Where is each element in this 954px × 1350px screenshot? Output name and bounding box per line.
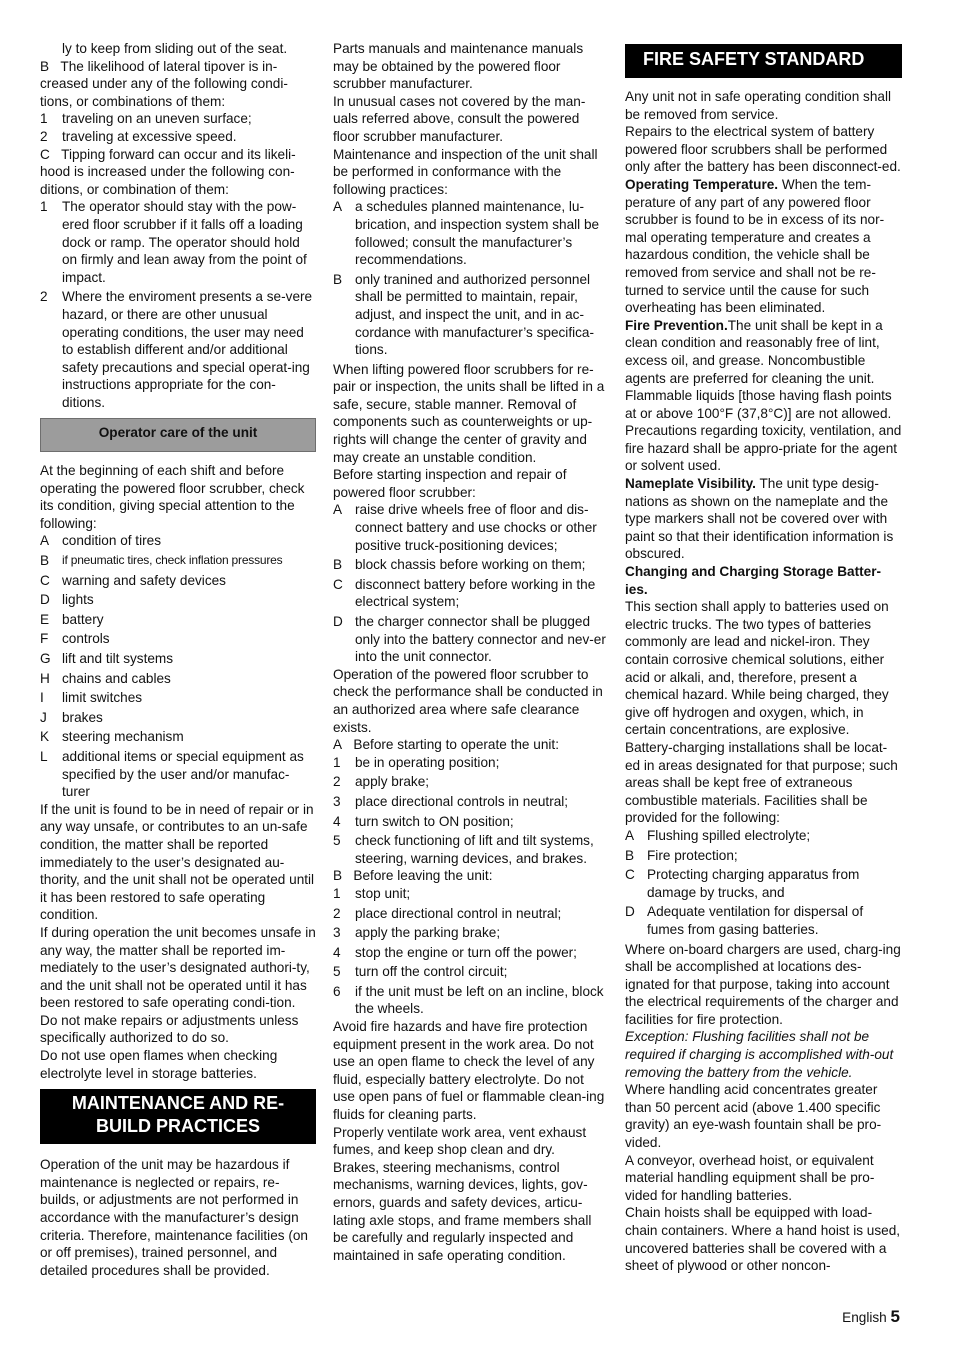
list-marker: I (40, 690, 44, 706)
list-text: Before starting to operate the unit: (353, 737, 559, 753)
paragraph: Chain hoists shall be equipped with load-chain containers. Where a hand hoist is used, uncovered batteries shall be covered with a sheet of plywood or other noncon- (625, 1205, 901, 1274)
list-marker: 4 (333, 813, 341, 829)
list-item (333, 924, 607, 942)
list-marker: E (40, 611, 50, 627)
list-marker: 1 (333, 754, 341, 770)
list-marker: B (625, 847, 635, 863)
list-item (333, 576, 607, 611)
list-item (40, 128, 316, 146)
paragraph: If during operation the unit becomes unsafe in any way, the matter shall be reported im-mediately to the user’s designated authori-ty, and the unit shall not be operated until it has been restored to safe operating condi-tion. (40, 924, 316, 1011)
list-item (40, 532, 316, 550)
paragraph: This section shall apply to batteries used on electric trucks. The two types of batteries commonly are lead and nickel-iron. They contain corrosive chemical solutions, either acid or alkali, and, therefore, present a chemical hazard. While being charged, they give off hydrogen and oxygen, which, in certain concentrations, are explosive. (625, 599, 889, 738)
list-text: if the unit must be left on an incline, block the wheels. (355, 983, 604, 1017)
list-text: controls (62, 631, 110, 647)
heading-line: BUILD PRACTICES (95, 1116, 260, 1137)
list-marker: 1 (40, 111, 48, 127)
list-item (333, 613, 607, 666)
list-marker: 1 (333, 885, 341, 901)
list-item (40, 670, 316, 688)
list-item (40, 630, 316, 648)
paragraph: Brakes, steering mechanisms, control mechanisms, warning devices, lights, gov-ernors, guards and safety devices, articu-lating axle stops, and frame members shall be carefully and regularly inspected and maintained in safe operating condition. (333, 1159, 592, 1263)
list-item (40, 288, 316, 411)
list-marker: 2 (40, 128, 48, 144)
list-text: raise drive wheels free of floor and dis-connect battery and use chocks or other positive truck-positioning devices; (355, 502, 597, 553)
list-item (333, 905, 607, 923)
paragraph: Properly ventilate work area, vent exhaust fumes, and keep shop clean and dry. (333, 1124, 587, 1158)
column-2 (333, 40, 607, 1264)
column-1 (40, 40, 316, 1279)
paragraph: Where handling acid concentrates greater than 50 percent acid (above 1.400 specific gravity) an eye-wash fountain shall be pro-vided. (625, 1082, 882, 1151)
subheading-operator-care: Operator care of the unit (40, 418, 316, 452)
list-marker: B (40, 553, 50, 569)
list-item (40, 572, 316, 590)
list-item (40, 110, 316, 128)
list-marker: A (40, 533, 50, 549)
list-text: brakes (62, 709, 103, 725)
list-item (625, 847, 902, 865)
list-marker: 1 (40, 199, 48, 215)
list-item (333, 793, 607, 811)
list-text: battery (62, 611, 104, 627)
list-marker: 3 (333, 793, 341, 809)
list-item (40, 552, 316, 570)
list-text: Adequate ventilation for dispersal of fumes from gasing batteries. (647, 904, 864, 937)
list-item (40, 611, 316, 629)
list-item (625, 827, 902, 845)
list-text: Tipping forward can occur and its likeli-hood is increased under the following con-ditions, or combination of them: (40, 146, 296, 197)
paragraph: Parts manuals and maintenance manuals may be obtained by the powered floor scrubber manufacturer. (333, 41, 584, 92)
list-marker: 6 (333, 983, 341, 999)
list-text: apply brake; (355, 774, 430, 790)
paragraph (625, 475, 902, 563)
list-text: steering mechanism (62, 729, 184, 745)
list-item (333, 754, 607, 772)
list-item (333, 813, 607, 831)
list-marker: 4 (333, 944, 341, 960)
list-marker: L (40, 748, 48, 764)
list-text: Protecting charging apparatus from damage by trucks, and (647, 867, 860, 900)
paragraph-text: The unit type desig-nations as shown on the nameplate and the type markers shall not be covered over with paint so that their identification information is obscured. (625, 476, 894, 562)
list-text: check functioning of lift and tilt systems, steering, warning devices, and brakes. (355, 833, 594, 866)
list-item (333, 832, 607, 867)
paragraph (40, 146, 316, 199)
list-text: The likelihood of lateral tipover is in-creased under any of the following condi-tions, or combinations of them: (40, 58, 288, 109)
page-number: 5 (890, 1307, 900, 1326)
list-text: turn off the control circuit; (355, 964, 508, 980)
list-marker: 5 (333, 964, 341, 980)
paragraph: Repairs to the electrical system of battery powered floor scrubbers shall be performed only after the battery has been disconnect-ed. (625, 124, 901, 175)
page-footer (842, 1307, 900, 1327)
paragraph (625, 176, 902, 317)
list-text: Flushing spilled electrolyte; (647, 827, 811, 843)
list-text: Where the enviroment presents a se-vere hazard, or there are other unusual operating conditions, the user may need to establish different and/or additional safety precautions and special operat-ing instructions appropriate for the con-ditions. (62, 289, 313, 410)
list-marker: B (333, 271, 343, 287)
paragraph: In unusual cases not covered by the man-uals referred above, consult the powered floor scrubber manufacturer. (333, 93, 586, 144)
list-item (333, 773, 607, 791)
run-in-heading: Fire Prevention. (625, 317, 728, 333)
list-marker: 3 (333, 925, 341, 941)
list-text: The operator should stay with the pow-ered floor scrubber if it falls off a loading dock or ramp. The operator should hold on firmly and lean away from the point of impact. (62, 199, 307, 285)
paragraph: Any unit not in safe operating condition shall be removed from service. (625, 89, 892, 122)
list-marker: B (333, 868, 343, 884)
list-item (333, 198, 607, 268)
list-marker: D (333, 614, 343, 629)
paragraph: ly to keep from sliding out of the seat. (62, 41, 288, 56)
list-item (40, 728, 316, 746)
list-text: block chassis before working on them; (355, 557, 586, 573)
list-marker: C (625, 867, 635, 883)
list-text: disconnect battery before working in the electrical system; (355, 576, 596, 610)
list-text: condition of tires (62, 533, 161, 549)
paragraph (333, 867, 607, 885)
list-item (333, 271, 607, 359)
list-marker: B (333, 557, 343, 573)
list-text: place directional control in neutral; (355, 905, 562, 921)
paragraph-text: When the tem-perature of any part of any powered floor scrubber is found to be in excess of its nor-mal operating temperature and creates a hazardous condition, the vehicle shall be removed from service and shall not be re-turned to service until the cause for such overheating has been eliminated. (625, 176, 885, 316)
list-text: warning and safety devices (62, 572, 226, 588)
list-marker: A (333, 199, 343, 215)
paragraph: Do not make repairs or adjustments unless specifically authorized to do so. (40, 1012, 299, 1046)
paragraph: Before starting inspection and repair of powered floor scrubber: (333, 467, 567, 500)
list-text: additional items or special equipment as specified by the user and/or manufac-turer (62, 748, 304, 800)
list-item (625, 903, 902, 938)
list-marker: 5 (333, 833, 341, 849)
list-marker: C (333, 576, 343, 592)
list-marker: H (40, 670, 50, 686)
list-text: Before leaving the unit: (353, 868, 493, 884)
list-item (40, 198, 316, 286)
list-text: apply the parking brake; (355, 925, 501, 941)
list-text: a schedules planned maintenance, lu-brication, and inspection system shall be followed; consult the manufacturer’s recommendations. (355, 199, 600, 268)
list-item (333, 501, 607, 554)
paragraph: Operation of the unit may be hazardous if maintenance is neglected or repairs, re-builds, or adjustments are not performed in accordance with the manufacturer’s design criteria. Therefore, maintenance facilities (on or off premises), trained personnel, and detailed procedures shall be provided. (40, 1157, 308, 1278)
list-text: only tranined and authorized personnel shall be permitted to maintain, repair, adjust, and inspect the unit, and in ac-cordance with manufacturer’s specifica-tions. (355, 271, 595, 358)
list-item (40, 591, 316, 609)
list-text: if pneumatic tires, check inflation pressures (62, 553, 283, 568)
list-text: stop the engine or turn off the power; (355, 944, 577, 960)
list-text: traveling on an uneven surface; (62, 111, 252, 127)
list-item (625, 866, 902, 901)
run-in-heading: Operating Temperature. (625, 176, 779, 192)
list-text: chains and cables (62, 670, 171, 686)
list-item (40, 689, 316, 707)
heading-line: MAINTENANCE AND RE- (71, 1093, 285, 1114)
paragraph: Where on-board chargers are used, charg-ing shall be accomplished at locations des-ignated for that purpose, taking into account the electrical requirements of the charger and facilities for fire protection. (625, 941, 901, 1027)
section-heading-fire-safety: FIRE SAFETY STANDARD (625, 44, 902, 78)
list-marker: 2 (333, 774, 341, 790)
list-marker: A (333, 737, 343, 753)
list-text: turn switch to ON position; (355, 813, 514, 829)
list-item (333, 983, 607, 1018)
list-item (333, 556, 607, 574)
list-marker: A (333, 502, 343, 518)
list-text: the charger connector shall be plugged only into the battery connector and nev-er into the unit connector. (355, 614, 606, 665)
list-marker: F (40, 631, 49, 647)
list-item (333, 944, 607, 962)
list-text: limit switches (62, 690, 143, 706)
paragraph: A conveyor, overhead hoist, or equivalent material handling equipment shall be pro-vided for handling batteries. (625, 1152, 875, 1203)
list-item (333, 885, 607, 903)
paragraph (625, 317, 902, 475)
list-marker: B (40, 58, 50, 74)
section-heading-maintenance (40, 1089, 316, 1144)
paragraph-exception: Exception: Flushing facilities shall not be required if charging is accomplished with-out removing the battery from the vehicle. (625, 1029, 894, 1080)
paragraph-heading: Changing and Charging Storage Batter-ies. (625, 564, 882, 597)
list-marker: C (40, 572, 50, 588)
paragraph: Do not use open flames when checking electrolyte level in storage batteries. (40, 1048, 278, 1081)
list-marker: 2 (333, 905, 341, 921)
list-marker: D (40, 592, 50, 608)
list-text: traveling at excessive speed. (62, 128, 237, 144)
list-marker: C (40, 146, 50, 162)
paragraph: At the beginning of each shift and before operating the powered floor scrubber, check its condition, giving special attention to the following: (40, 463, 305, 531)
paragraph (40, 58, 316, 111)
footer-language: English (842, 1310, 887, 1325)
list-marker: A (625, 827, 635, 843)
paragraph: When lifting powered floor scrubbers for re-pair or inspection, the units shall be lifted in a safe, secure, stable manner. Removal of components such as counterweights or up-rights will change the center of gravity and may create an unstable condition. (333, 361, 605, 465)
paragraph (333, 736, 607, 754)
list-item (40, 748, 316, 801)
list-text: lift and tilt systems (62, 651, 174, 666)
list-marker: J (40, 709, 47, 725)
paragraph-text: The unit shall be kept in a clean condition and reasonably free of lint, excess oil, and grease. Noncombustible agents are preferred for cleaning the unit. Flammable liquids [those having flash points at or above 100°F (37,8°C)] are not allowed. Precautions regarding toxicity, ventilation, and fire hazard shall be appro-priate for the agent or solvent used. (625, 317, 902, 474)
list-item (333, 963, 607, 981)
list-item (40, 709, 316, 727)
list-marker: G (40, 651, 51, 666)
paragraph: If the unit is found to be in need of repair or in any way unsafe, or contributes to an un-safe condition, the matter shall be reported immediately to the user’s designated au-thority, and the unit shall not be operated until it has been restored to safe operating condition. (40, 801, 315, 923)
list-text: Fire protection; (647, 847, 738, 863)
paragraph: Avoid fire hazards and have fire protection equipment present in the work area. Do not use an open flame to check the level of any fluid, especially battery electrolyte. Do not use open pans of fuel or flammable clean-ing fluids for cleaning parts. (333, 1019, 605, 1123)
paragraph: Operation of the powered floor scrubber to check the performance shall be conducted in an authorized area where safe clearance exists. (333, 666, 603, 735)
list-text: be in operating position; (355, 754, 500, 770)
list-marker: K (40, 729, 50, 745)
column-3 (625, 40, 902, 1275)
paragraph: Battery-charging installations shall be locat-ed in areas designated for that purpose; such areas shall be kept free of extraneous combustible materials. Facilities shall be provided for the following: (625, 739, 898, 826)
run-in-heading: Nameplate Visibility. (625, 476, 756, 492)
list-text: place directional controls in neutral; (355, 793, 569, 809)
list-marker: 2 (40, 289, 48, 305)
paragraph: Maintenance and inspection of the unit shall be performed in conformance with the following practices: (333, 146, 598, 197)
list-item (40, 650, 316, 668)
list-text: lights (62, 592, 94, 608)
list-text: stop unit; (355, 885, 411, 901)
list-marker: D (625, 904, 635, 920)
